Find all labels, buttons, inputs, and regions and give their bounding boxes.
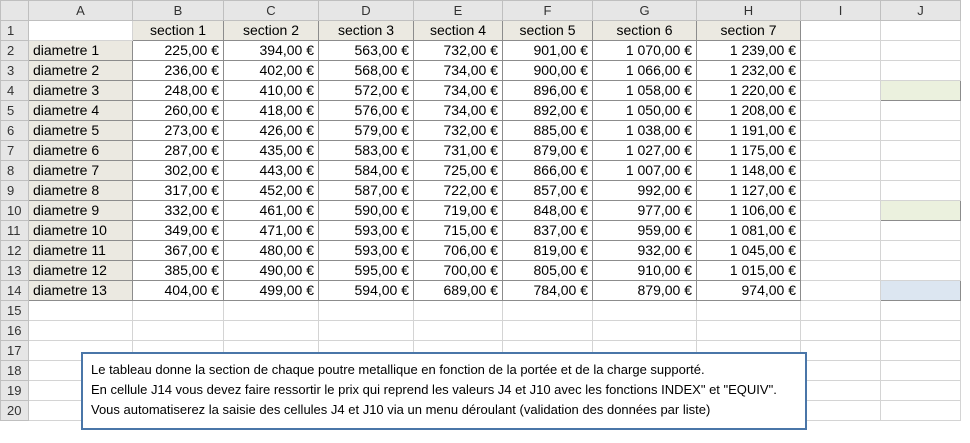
cell-b3[interactable]: 236,00 € bbox=[133, 61, 224, 81]
cell-d2[interactable]: 563,00 € bbox=[319, 41, 414, 61]
cell-i3[interactable] bbox=[801, 61, 881, 81]
cell-g9[interactable]: 992,00 € bbox=[593, 181, 697, 201]
row-header-12[interactable]: 12 bbox=[1, 241, 29, 261]
sheet-row bbox=[1, 221, 961, 241]
sheet-row bbox=[1, 161, 961, 181]
cell-e1[interactable]: section 4 bbox=[414, 21, 503, 41]
cell-j7[interactable] bbox=[881, 141, 961, 161]
note-line-3: Vous automatiserez la saisie des cellules J4 et J10 via un menu déroulant (validation des données par liste) bbox=[91, 402, 711, 417]
cell-d10[interactable]: 590,00 € bbox=[319, 201, 414, 221]
cell-g6[interactable]: 1 038,00 € bbox=[593, 121, 697, 141]
cell-f10[interactable]: 848,00 € bbox=[503, 201, 593, 221]
cell-g5[interactable]: 1 050,00 € bbox=[593, 101, 697, 121]
cell-c16[interactable] bbox=[224, 321, 319, 341]
cell-j16[interactable] bbox=[881, 321, 961, 341]
cell-j8[interactable] bbox=[881, 161, 961, 181]
cell-i16[interactable] bbox=[801, 321, 881, 341]
cell-b2[interactable]: 225,00 € bbox=[133, 41, 224, 61]
select-all-corner[interactable] bbox=[1, 1, 29, 21]
cell-f15[interactable] bbox=[503, 301, 593, 321]
cell-i2[interactable] bbox=[801, 41, 881, 61]
cell-j12[interactable] bbox=[881, 241, 961, 261]
cell-j6[interactable] bbox=[881, 121, 961, 141]
cell-e9[interactable]: 722,00 € bbox=[414, 181, 503, 201]
column-header-j[interactable]: J bbox=[881, 1, 961, 21]
cell-e2[interactable]: 732,00 € bbox=[414, 41, 503, 61]
cell-h11[interactable]: 1 081,00 € bbox=[697, 221, 801, 241]
cell-d4[interactable]: 572,00 € bbox=[319, 81, 414, 101]
cell-i14[interactable] bbox=[801, 281, 881, 301]
sheet-row bbox=[1, 81, 961, 101]
cell-i12[interactable] bbox=[801, 241, 881, 261]
cell-c10[interactable]: 461,00 € bbox=[224, 201, 319, 221]
cell-j3[interactable] bbox=[881, 61, 961, 81]
row-header-2[interactable]: 2 bbox=[1, 41, 29, 61]
cell-c12[interactable]: 480,00 € bbox=[224, 241, 319, 261]
cell-j14[interactable] bbox=[881, 281, 961, 301]
cell-e12[interactable]: 706,00 € bbox=[414, 241, 503, 261]
sheet-row bbox=[1, 101, 961, 121]
row-header-19[interactable]: 19 bbox=[1, 381, 29, 401]
cell-g13[interactable]: 910,00 € bbox=[593, 261, 697, 281]
cell-f12[interactable]: 819,00 € bbox=[503, 241, 593, 261]
sheet-row bbox=[1, 21, 961, 41]
cell-i18[interactable] bbox=[801, 361, 881, 381]
cell-a12[interactable]: diametre 11 bbox=[29, 241, 133, 261]
cell-i10[interactable] bbox=[801, 201, 881, 221]
cell-e7[interactable]: 731,00 € bbox=[414, 141, 503, 161]
cell-b5[interactable]: 260,00 € bbox=[133, 101, 224, 121]
cell-g15[interactable] bbox=[593, 301, 697, 321]
cell-j2[interactable] bbox=[881, 41, 961, 61]
cell-f5[interactable]: 892,00 € bbox=[503, 101, 593, 121]
sheet-row bbox=[1, 301, 961, 321]
cell-f1[interactable]: section 5 bbox=[503, 21, 593, 41]
cell-b10[interactable]: 332,00 € bbox=[133, 201, 224, 221]
cell-j15[interactable] bbox=[881, 301, 961, 321]
cell-g7[interactable]: 1 027,00 € bbox=[593, 141, 697, 161]
cell-g11[interactable]: 959,00 € bbox=[593, 221, 697, 241]
cell-c1[interactable]: section 2 bbox=[224, 21, 319, 41]
cell-h5[interactable]: 1 208,00 € bbox=[697, 101, 801, 121]
note-line-2: En cellule J14 vous devez faire ressortir le prix qui reprend les valeurs J4 et J10 avec les fonctions INDEX" et "EQUIV". bbox=[91, 382, 777, 397]
cell-j11[interactable] bbox=[881, 221, 961, 241]
row-header-9[interactable]: 9 bbox=[1, 181, 29, 201]
row-header-20[interactable]: 20 bbox=[1, 401, 29, 421]
cell-d13[interactable]: 595,00 € bbox=[319, 261, 414, 281]
cell-h15[interactable] bbox=[697, 301, 801, 321]
row-header-1[interactable]: 1 bbox=[1, 21, 29, 41]
cell-d16[interactable] bbox=[319, 321, 414, 341]
row-header-14[interactable]: 14 bbox=[1, 281, 29, 301]
cell-a10[interactable]: diametre 9 bbox=[29, 201, 133, 221]
cell-i9[interactable] bbox=[801, 181, 881, 201]
cell-h8[interactable]: 1 148,00 € bbox=[697, 161, 801, 181]
cell-b1[interactable]: section 1 bbox=[133, 21, 224, 41]
cell-e3[interactable]: 734,00 € bbox=[414, 61, 503, 81]
note-line-1: Le tableau donne la section de chaque poutre metallique en fonction de la portée et de la charge supporté. bbox=[91, 362, 705, 377]
row-header-13[interactable]: 13 bbox=[1, 261, 29, 281]
cell-e13[interactable]: 700,00 € bbox=[414, 261, 503, 281]
row-header-16[interactable]: 16 bbox=[1, 321, 29, 341]
cell-g1[interactable]: section 6 bbox=[593, 21, 697, 41]
cell-c11[interactable]: 471,00 € bbox=[224, 221, 319, 241]
cell-e8[interactable]: 725,00 € bbox=[414, 161, 503, 181]
cell-i1[interactable] bbox=[801, 21, 881, 41]
cell-d15[interactable] bbox=[319, 301, 414, 321]
cell-i17[interactable] bbox=[801, 341, 881, 361]
cell-j4[interactable] bbox=[881, 81, 961, 101]
cell-g4[interactable]: 1 058,00 € bbox=[593, 81, 697, 101]
cell-a15[interactable] bbox=[29, 301, 133, 321]
cell-b16[interactable] bbox=[133, 321, 224, 341]
cell-h1[interactable]: section 7 bbox=[697, 21, 801, 41]
cell-b14[interactable]: 404,00 € bbox=[133, 281, 224, 301]
cell-g10[interactable]: 977,00 € bbox=[593, 201, 697, 221]
cell-d1[interactable]: section 3 bbox=[319, 21, 414, 41]
cell-i15[interactable] bbox=[801, 301, 881, 321]
cell-h6[interactable]: 1 191,00 € bbox=[697, 121, 801, 141]
cell-g8[interactable]: 1 007,00 € bbox=[593, 161, 697, 181]
cell-j18[interactable] bbox=[881, 361, 961, 381]
cell-e11[interactable]: 715,00 € bbox=[414, 221, 503, 241]
cell-f7[interactable]: 879,00 € bbox=[503, 141, 593, 161]
cell-c3[interactable]: 402,00 € bbox=[224, 61, 319, 81]
column-header-row bbox=[1, 1, 961, 21]
column-header-h[interactable]: H bbox=[697, 1, 801, 21]
cell-e10[interactable]: 719,00 € bbox=[414, 201, 503, 221]
cell-a2[interactable]: diametre 1 bbox=[29, 41, 133, 61]
cell-c7[interactable]: 435,00 € bbox=[224, 141, 319, 161]
cell-i4[interactable] bbox=[801, 81, 881, 101]
cell-e14[interactable]: 689,00 € bbox=[414, 281, 503, 301]
cell-e5[interactable]: 734,00 € bbox=[414, 101, 503, 121]
cell-h12[interactable]: 1 045,00 € bbox=[697, 241, 801, 261]
cell-j19[interactable] bbox=[881, 381, 961, 401]
row-header-18[interactable]: 18 bbox=[1, 361, 29, 381]
cell-h7[interactable]: 1 175,00 € bbox=[697, 141, 801, 161]
cell-a14[interactable]: diametre 13 bbox=[29, 281, 133, 301]
column-header-i[interactable]: I bbox=[801, 1, 881, 21]
cell-c13[interactable]: 490,00 € bbox=[224, 261, 319, 281]
cell-f14[interactable]: 784,00 € bbox=[503, 281, 593, 301]
cell-b4[interactable]: 248,00 € bbox=[133, 81, 224, 101]
cell-j10[interactable] bbox=[881, 201, 961, 221]
cell-j20[interactable] bbox=[881, 401, 961, 421]
cell-i5[interactable] bbox=[801, 101, 881, 121]
cell-c6[interactable]: 426,00 € bbox=[224, 121, 319, 141]
cell-a8[interactable]: diametre 7 bbox=[29, 161, 133, 181]
cell-d3[interactable]: 568,00 € bbox=[319, 61, 414, 81]
sheet-row bbox=[1, 181, 961, 201]
row-header-17[interactable]: 17 bbox=[1, 341, 29, 361]
cell-e15[interactable] bbox=[414, 301, 503, 321]
cell-b9[interactable]: 317,00 € bbox=[133, 181, 224, 201]
cell-h13[interactable]: 1 015,00 € bbox=[697, 261, 801, 281]
cell-f6[interactable]: 885,00 € bbox=[503, 121, 593, 141]
cell-b6[interactable]: 273,00 € bbox=[133, 121, 224, 141]
column-header-a[interactable]: A bbox=[29, 1, 133, 21]
row-header-6[interactable]: 6 bbox=[1, 121, 29, 141]
cell-b12[interactable]: 367,00 € bbox=[133, 241, 224, 261]
cell-b15[interactable] bbox=[133, 301, 224, 321]
sheet-row bbox=[1, 41, 961, 61]
cell-a11[interactable]: diametre 10 bbox=[29, 221, 133, 241]
cell-i20[interactable] bbox=[801, 401, 881, 421]
cell-h2[interactable]: 1 239,00 € bbox=[697, 41, 801, 61]
cell-f9[interactable]: 857,00 € bbox=[503, 181, 593, 201]
column-header-c[interactable]: C bbox=[224, 1, 319, 21]
cell-d6[interactable]: 579,00 € bbox=[319, 121, 414, 141]
row-header-3[interactable]: 3 bbox=[1, 61, 29, 81]
cell-f4[interactable]: 896,00 € bbox=[503, 81, 593, 101]
cell-a6[interactable]: diametre 5 bbox=[29, 121, 133, 141]
cell-h4[interactable]: 1 220,00 € bbox=[697, 81, 801, 101]
cell-i11[interactable] bbox=[801, 221, 881, 241]
column-header-e[interactable]: E bbox=[414, 1, 503, 21]
cell-f8[interactable]: 866,00 € bbox=[503, 161, 593, 181]
cell-a3[interactable]: diametre 2 bbox=[29, 61, 133, 81]
cell-h16[interactable] bbox=[697, 321, 801, 341]
sheet-row bbox=[1, 141, 961, 161]
cell-b13[interactable]: 385,00 € bbox=[133, 261, 224, 281]
cell-a9[interactable]: diametre 8 bbox=[29, 181, 133, 201]
cell-f3[interactable]: 900,00 € bbox=[503, 61, 593, 81]
cell-c14[interactable]: 499,00 € bbox=[224, 281, 319, 301]
column-header-g[interactable]: G bbox=[593, 1, 697, 21]
row-header-7[interactable]: 7 bbox=[1, 141, 29, 161]
cell-d5[interactable]: 576,00 € bbox=[319, 101, 414, 121]
sheet-row bbox=[1, 321, 961, 341]
cell-g14[interactable]: 879,00 € bbox=[593, 281, 697, 301]
cell-e4[interactable]: 734,00 € bbox=[414, 81, 503, 101]
row-header-10[interactable]: 10 bbox=[1, 201, 29, 221]
cell-i6[interactable] bbox=[801, 121, 881, 141]
cell-i7[interactable] bbox=[801, 141, 881, 161]
sheet-row bbox=[1, 241, 961, 261]
cell-g16[interactable] bbox=[593, 321, 697, 341]
cell-j1[interactable] bbox=[881, 21, 961, 41]
sheet-row bbox=[1, 281, 961, 301]
cell-g3[interactable]: 1 066,00 € bbox=[593, 61, 697, 81]
cell-j9[interactable] bbox=[881, 181, 961, 201]
cell-c5[interactable]: 418,00 € bbox=[224, 101, 319, 121]
row-header-4[interactable]: 4 bbox=[1, 81, 29, 101]
cell-d12[interactable]: 593,00 € bbox=[319, 241, 414, 261]
cell-e16[interactable] bbox=[414, 321, 503, 341]
cell-j17[interactable] bbox=[881, 341, 961, 361]
cell-a5[interactable]: diametre 4 bbox=[29, 101, 133, 121]
cell-i19[interactable] bbox=[801, 381, 881, 401]
sheet-row bbox=[1, 121, 961, 141]
cell-g12[interactable]: 932,00 € bbox=[593, 241, 697, 261]
cell-b11[interactable]: 349,00 € bbox=[133, 221, 224, 241]
cell-f16[interactable] bbox=[503, 321, 593, 341]
cell-c4[interactable]: 410,00 € bbox=[224, 81, 319, 101]
row-header-8[interactable]: 8 bbox=[1, 161, 29, 181]
cell-a1[interactable] bbox=[29, 21, 133, 41]
instructions-textbox[interactable] bbox=[81, 352, 807, 430]
cell-d11[interactable]: 593,00 € bbox=[319, 221, 414, 241]
cell-i13[interactable] bbox=[801, 261, 881, 281]
cell-h14[interactable]: 974,00 € bbox=[697, 281, 801, 301]
cell-f2[interactable]: 901,00 € bbox=[503, 41, 593, 61]
sheet-row bbox=[1, 261, 961, 281]
cell-b8[interactable]: 302,00 € bbox=[133, 161, 224, 181]
cell-d14[interactable]: 594,00 € bbox=[319, 281, 414, 301]
cell-j5[interactable] bbox=[881, 101, 961, 121]
cell-i8[interactable] bbox=[801, 161, 881, 181]
cell-a16[interactable] bbox=[29, 321, 133, 341]
column-header-d[interactable]: D bbox=[319, 1, 414, 21]
cell-c8[interactable]: 443,00 € bbox=[224, 161, 319, 181]
row-header-15[interactable]: 15 bbox=[1, 301, 29, 321]
sheet-row bbox=[1, 61, 961, 81]
row-header-5[interactable]: 5 bbox=[1, 101, 29, 121]
cell-c9[interactable]: 452,00 € bbox=[224, 181, 319, 201]
row-header-11[interactable]: 11 bbox=[1, 221, 29, 241]
cell-d9[interactable]: 587,00 € bbox=[319, 181, 414, 201]
cell-h3[interactable]: 1 232,00 € bbox=[697, 61, 801, 81]
cell-j13[interactable] bbox=[881, 261, 961, 281]
cell-a13[interactable]: diametre 12 bbox=[29, 261, 133, 281]
cell-h10[interactable]: 1 106,00 € bbox=[697, 201, 801, 221]
cell-c15[interactable] bbox=[224, 301, 319, 321]
cell-b7[interactable]: 287,00 € bbox=[133, 141, 224, 161]
column-header-f[interactable]: F bbox=[503, 1, 593, 21]
cell-g2[interactable]: 1 070,00 € bbox=[593, 41, 697, 61]
cell-h9[interactable]: 1 127,00 € bbox=[697, 181, 801, 201]
cell-d8[interactable]: 584,00 € bbox=[319, 161, 414, 181]
cell-e6[interactable]: 732,00 € bbox=[414, 121, 503, 141]
cell-f11[interactable]: 837,00 € bbox=[503, 221, 593, 241]
column-header-b[interactable]: B bbox=[133, 1, 224, 21]
cell-c2[interactable]: 394,00 € bbox=[224, 41, 319, 61]
cell-a4[interactable]: diametre 3 bbox=[29, 81, 133, 101]
cell-f13[interactable]: 805,00 € bbox=[503, 261, 593, 281]
cell-a7[interactable]: diametre 6 bbox=[29, 141, 133, 161]
sheet-row bbox=[1, 201, 961, 221]
cell-d7[interactable]: 583,00 € bbox=[319, 141, 414, 161]
